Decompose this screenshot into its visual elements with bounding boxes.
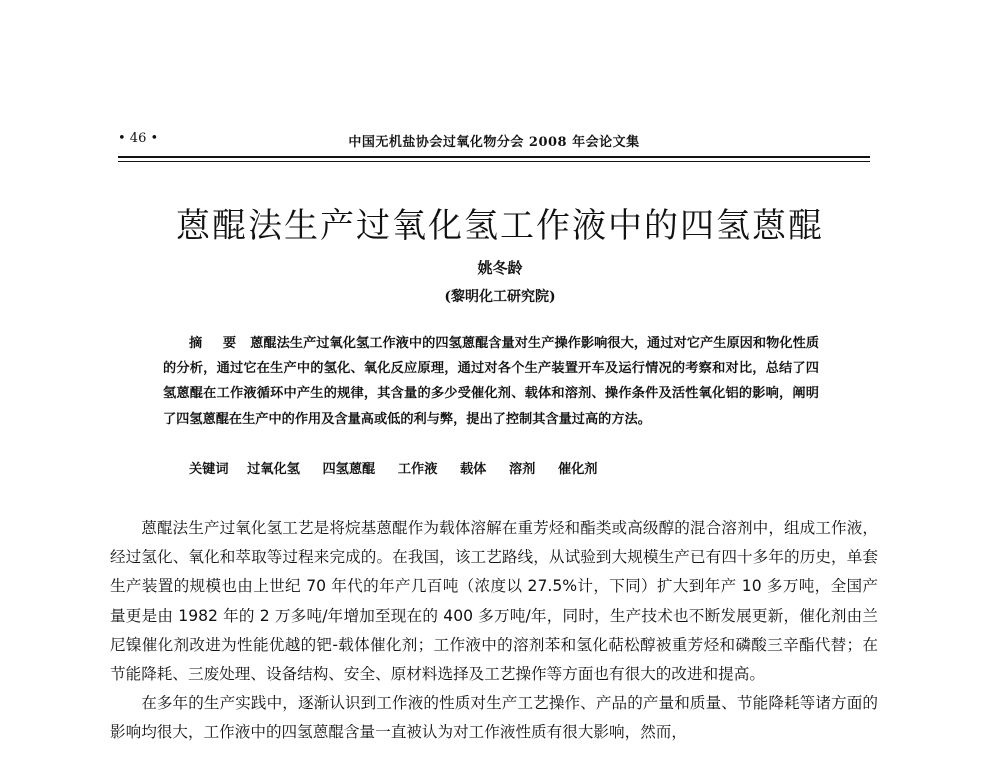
abstract — [163, 331, 819, 432]
keyword: 四氢蒽醌 — [322, 462, 376, 477]
keywords-label: 关键词 — [189, 462, 229, 477]
keyword: 工作液 — [397, 462, 438, 477]
journal-title: 中国无机盐协会过氧化物分会 2008 年会论文集 — [348, 135, 640, 150]
running-head — [118, 131, 870, 151]
header-rule-thick — [118, 156, 870, 158]
article-title: 蒽醌法生产过氧化氢工作液中的四氢蒽醌 — [176, 206, 824, 246]
abstract-label: 摘 要 — [189, 336, 245, 351]
author-affiliation: (黎明化工研究院) — [444, 289, 556, 305]
keyword: 载体 — [460, 462, 487, 477]
header-rule-thin — [118, 161, 870, 162]
page-number: • 46 • — [118, 131, 159, 146]
keyword: 过氧化氢 — [247, 462, 300, 477]
abstract-text: 蒽醌法生产过氧化氢工作液中的四氢蒽醌含量对生产操作影响很大，通过对它产生原因和物化性质的分析，通过它在生产中的氢化、氧化反应原理，通过对各个生产装置开车及运行情况的考察和对比，总结了四氢蒽醌在工作液循环中产生的规律，其含量的多少受催化剂、载体和溶剂、操作条件及活性氧化铝的影响，阐明了四氢蒽醌在生产中的作用及含量高或低的利与弊，提出了控制其含量过高的方法。 — [163, 336, 820, 427]
paragraph: 蒽醌法生产过氧化氢工艺是将烷基蒽醌作为载体溶解在重芳烃和酯类或高级醇的混合溶剂中，组成工作液，经过氢化、氧化和萃取等过程来完成的。在我国，该工艺路线，从试验到大规模生产已有四十多年的历史，单套生产装置的规模也由上世纪 70 年代的年产几百吨（浓度以 27.5%计，下同）扩大到年产 10 多万吨，全国产量更是由 1982 年的 2 万多吨/年增加至现在的 400 多万吨/年，同时，生产技术也不断发展更新，催化剂由兰尼镍催化剂改进为性能优越的钯-载体催化剂；工作液中的溶剂苯和氢化萜松醇被重芳烃和磷酸三辛酯代替；在节能降耗、三废处理、设备结构、安全、原材料选择及工艺操作等方面也有很大的改进和提高。 — [110, 519, 878, 684]
keywords — [189, 458, 809, 477]
body-text — [110, 514, 878, 748]
author-name: 姚冬龄 — [477, 259, 523, 277]
keyword: 催化剂 — [557, 462, 598, 477]
paragraph: 在多年的生产实践中，逐渐认识到工作液的性质对生产工艺操作、产品的产量和质量、节能降耗等诸方面的影响均很大，工作液中的四氢蒽醌含量一直被认为对工作液性质有很大影响，然而， — [110, 694, 878, 742]
keyword: 溶剂 — [508, 462, 536, 477]
